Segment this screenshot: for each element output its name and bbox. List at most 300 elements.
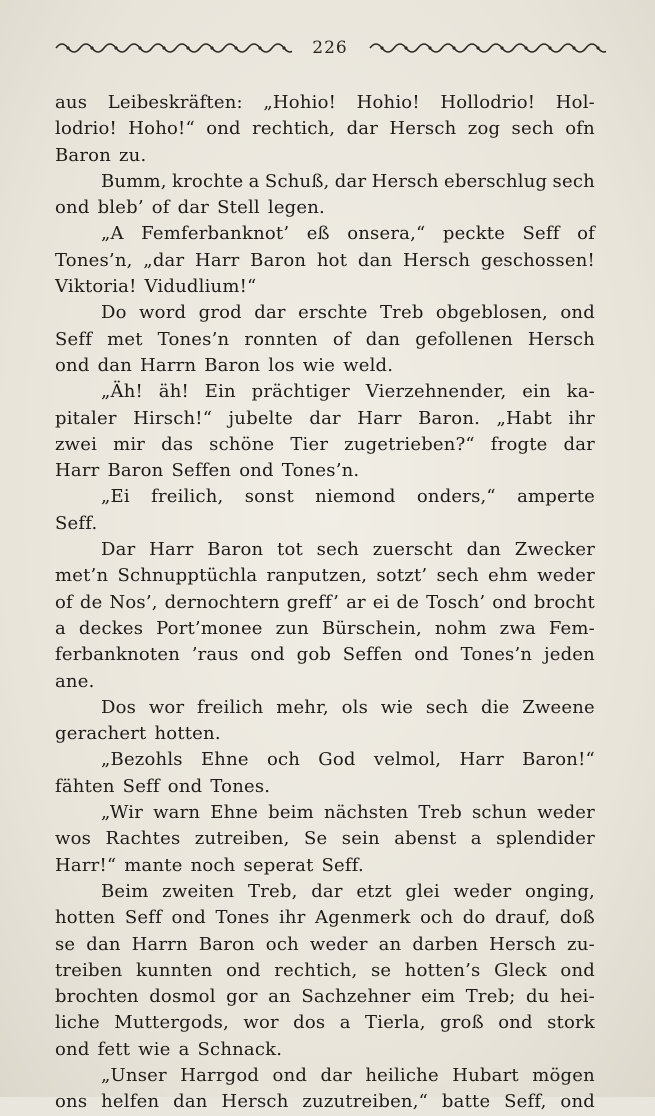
word: velmol,	[373, 749, 442, 771]
word: ond	[414, 644, 449, 666]
word: Dar	[101, 539, 136, 561]
word: ronnten	[244, 328, 318, 350]
word: Hersch	[389, 118, 457, 140]
text-line	[55, 458, 595, 484]
word: Treb;	[465, 986, 516, 1008]
word: Hollodrio!	[440, 92, 536, 113]
word: ond	[250, 644, 285, 666]
word: word	[139, 302, 187, 324]
word: hot	[316, 249, 348, 271]
word: Fem-	[548, 617, 595, 639]
word: eim	[421, 986, 456, 1008]
word: of	[55, 591, 73, 613]
word: Harrgod	[180, 1064, 260, 1086]
word: Femferbanknot’	[141, 223, 290, 245]
word: frogte	[490, 433, 548, 455]
word: brocht	[533, 591, 595, 613]
word: Baron	[250, 249, 307, 271]
word: brochten	[55, 986, 139, 1008]
word: hotten’s	[404, 959, 481, 981]
word: Zwecker	[514, 539, 595, 561]
word: hotten.	[154, 723, 221, 745]
word: zutreiben,	[194, 828, 290, 850]
word: eberschlug	[444, 170, 548, 192]
word: weder	[309, 933, 368, 955]
word: Harr	[195, 249, 240, 271]
word: legen.	[267, 197, 325, 219]
word: Hersch	[489, 933, 557, 955]
word: Nos’,	[109, 591, 158, 613]
word: dar	[563, 433, 595, 455]
text-line	[55, 484, 595, 510]
text-line	[55, 669, 595, 695]
word: Harrn	[140, 354, 197, 376]
word: Hol-	[555, 92, 595, 113]
word: dar	[334, 170, 367, 192]
word: Seff,	[504, 1091, 547, 1113]
word: rechtich,	[274, 959, 358, 981]
word: äh!	[158, 381, 189, 403]
text-line	[55, 537, 595, 563]
word: mir	[113, 433, 146, 455]
word: ond	[55, 197, 90, 219]
word: sotzt’	[376, 565, 428, 587]
word: a	[339, 1012, 351, 1034]
word: Sachzehner	[301, 986, 411, 1008]
text-line	[55, 1037, 595, 1063]
text-line	[55, 116, 595, 142]
word: Harr	[357, 407, 402, 429]
word: erschte	[298, 302, 368, 324]
word: sein	[341, 828, 380, 850]
word: stork	[547, 1012, 595, 1034]
word: Treb	[418, 802, 462, 824]
word: ond	[560, 959, 595, 981]
word: amperte	[517, 486, 595, 508]
word: ond	[239, 460, 274, 482]
word: helfen	[101, 1091, 160, 1113]
word: obgeblosen,	[435, 302, 548, 324]
word: Hersch	[527, 328, 595, 350]
word: Schnupptüchla	[117, 565, 258, 587]
word: dernochtern	[164, 591, 280, 613]
word: Vidudlium!“	[144, 276, 257, 298]
word: Hersch	[221, 1091, 289, 1113]
word: abenst	[394, 828, 457, 850]
word: Hoho!“	[128, 118, 195, 140]
word: dar	[311, 880, 343, 902]
word: a	[55, 617, 66, 639]
word: weder	[453, 880, 512, 902]
text-line	[55, 826, 595, 852]
word: du	[526, 986, 550, 1008]
word: fähten	[55, 775, 115, 797]
word: sech	[436, 565, 479, 587]
word: onsera,“	[347, 223, 426, 245]
text-line	[55, 327, 595, 353]
word: noch	[190, 854, 236, 876]
word: zuzutreiben,“	[302, 1091, 429, 1113]
word: ond	[492, 591, 527, 613]
word: Baron	[55, 144, 111, 166]
word: se	[55, 933, 76, 955]
word: Bürschein,	[321, 617, 422, 639]
word: sech	[511, 118, 554, 140]
word: Tier	[290, 433, 329, 455]
text-line	[55, 195, 595, 221]
word: wie	[302, 354, 336, 376]
text-line	[55, 590, 595, 616]
word: Bumm,	[101, 170, 167, 192]
word: Agenmerk	[315, 907, 411, 929]
word: ond	[171, 907, 207, 929]
word: schöne	[209, 433, 275, 455]
text-line	[55, 90, 595, 116]
word: a	[248, 170, 260, 192]
word: ons	[55, 1091, 88, 1113]
word: liche	[55, 1012, 100, 1034]
word: onging,	[525, 880, 595, 902]
word: Baron	[198, 933, 255, 955]
word: zun	[275, 617, 309, 639]
word: mögen	[532, 1064, 595, 1086]
word: mehr,	[276, 696, 329, 718]
word: Seffen	[171, 460, 232, 482]
word: dar	[346, 118, 379, 140]
word: se	[370, 959, 392, 981]
word: de	[79, 591, 103, 613]
word: weder	[537, 802, 595, 824]
word: aus	[55, 92, 88, 113]
word: Tones’n,	[55, 249, 133, 271]
word: Hersch	[371, 170, 439, 192]
text-line	[55, 1089, 595, 1115]
word: heiliche	[365, 1064, 439, 1086]
word: gob	[296, 644, 332, 666]
word: Tosch’	[426, 591, 486, 613]
text-line	[55, 800, 595, 826]
word: ond	[498, 1012, 533, 1034]
word: „Ei	[101, 486, 130, 508]
word: Seff.	[321, 854, 364, 876]
word: freilich	[197, 696, 264, 718]
word: Stell	[217, 197, 260, 219]
word: Baron!“	[522, 749, 595, 771]
word: Viktoria!	[55, 276, 137, 298]
word: warn	[153, 802, 201, 824]
word: gefollenen	[415, 328, 513, 350]
word: ond	[560, 1091, 595, 1113]
word: of	[577, 223, 595, 245]
word: peckte	[442, 223, 506, 245]
word: wos	[55, 828, 92, 850]
word: los	[268, 354, 295, 376]
word: Baron	[204, 354, 261, 376]
word: ihr	[278, 907, 306, 929]
word: Harr	[149, 539, 194, 561]
word: onders,“	[416, 486, 496, 508]
word: Do	[101, 302, 127, 324]
word: ond	[167, 775, 203, 797]
word: greff’	[286, 591, 340, 613]
word: beim	[268, 802, 314, 824]
word: ond	[272, 1064, 308, 1086]
word: Baron.	[418, 407, 481, 429]
text-line	[55, 747, 595, 773]
word: och	[266, 749, 301, 771]
word: bleb’	[97, 197, 144, 219]
text-line	[55, 511, 595, 537]
word: wor	[243, 1012, 279, 1034]
text-line	[55, 642, 595, 668]
word: wor	[148, 696, 185, 718]
word: sech	[425, 696, 469, 718]
word: nohm	[434, 617, 487, 639]
word: krochte	[172, 170, 244, 192]
word: dar	[309, 407, 341, 429]
word: „Habt	[496, 407, 552, 429]
text-line	[55, 379, 595, 405]
text-line	[55, 169, 595, 195]
word: dos	[293, 1012, 326, 1034]
word: ond	[206, 118, 241, 140]
body-text	[55, 90, 595, 1116]
text-line	[55, 300, 595, 326]
word: sonst	[244, 486, 294, 508]
word: dar	[177, 197, 210, 219]
word: Rachtes	[105, 828, 181, 850]
word: „Unser	[101, 1064, 167, 1086]
word: Seff	[55, 328, 93, 350]
text-line	[55, 958, 595, 984]
word: ’raus	[191, 644, 239, 666]
word: seperat	[243, 854, 314, 876]
word: doß	[559, 907, 595, 929]
word: „dar	[143, 249, 185, 271]
word: dar	[254, 302, 286, 324]
word: zwei	[55, 433, 98, 455]
text-line	[55, 248, 595, 274]
word: of	[151, 197, 170, 219]
word: grod	[198, 302, 242, 324]
text-line	[55, 853, 595, 879]
word: „Wir	[101, 802, 144, 824]
word: glei	[405, 880, 440, 902]
word: „Äh!	[101, 381, 143, 403]
word: etzt	[356, 880, 392, 902]
word: Leibeskräften:	[107, 92, 243, 113]
word: mante	[124, 854, 183, 876]
word: ond	[560, 302, 595, 324]
word: „Hohio!	[263, 92, 337, 113]
text-line	[55, 905, 595, 931]
word: treiben	[55, 959, 123, 981]
word: Tones’n	[460, 644, 533, 666]
word: Beim	[101, 880, 149, 902]
word: ols	[341, 696, 369, 718]
word: dan	[365, 328, 401, 350]
word: zugetrieben?“	[344, 433, 475, 455]
word: Muttergods,	[114, 1012, 229, 1034]
word: Seff.	[55, 512, 98, 534]
page-header	[54, 36, 606, 60]
word: eß	[306, 223, 330, 245]
word: Dos	[101, 696, 137, 718]
word: pitaler	[55, 407, 117, 429]
text-line	[55, 616, 595, 642]
text-line	[55, 932, 595, 958]
vine-ornament-icon	[54, 41, 292, 55]
word: an	[268, 986, 291, 1008]
word: zwa	[499, 617, 536, 639]
word: kunnten	[135, 959, 213, 981]
word: ranputzen,	[266, 565, 368, 587]
word: Seffen	[342, 644, 403, 666]
text-line	[55, 695, 595, 721]
word: darben	[412, 933, 479, 955]
word: jubelte	[228, 407, 293, 429]
text-line	[55, 721, 595, 747]
word: Hirsch!“	[133, 407, 213, 429]
word: ein	[522, 381, 551, 403]
word: ei	[372, 591, 390, 613]
word: Seff	[124, 907, 162, 929]
word: sech	[552, 170, 595, 192]
word: wie	[138, 1038, 171, 1060]
word: drauf,	[495, 907, 551, 929]
word: hei-	[560, 986, 595, 1008]
word: zuerscht	[372, 539, 453, 561]
word: Se	[303, 828, 328, 850]
word: nächsten	[323, 802, 409, 824]
word: Treb,	[248, 880, 298, 902]
word: met	[107, 328, 143, 350]
word: dosmol	[149, 986, 216, 1008]
word: niemond	[315, 486, 396, 508]
word: ane.	[55, 670, 95, 692]
word: Tones.	[210, 775, 271, 797]
word: Ehne	[210, 802, 259, 824]
text-line	[55, 1010, 595, 1036]
word: lodrio!	[55, 118, 117, 140]
word: splendider	[496, 828, 595, 850]
word: wie	[380, 696, 414, 718]
word: Ehne	[200, 749, 249, 771]
word: zweiten	[162, 880, 235, 902]
word: Vierzehnender,	[365, 381, 507, 403]
word: Zweene	[522, 696, 595, 718]
word: gerachert	[55, 723, 147, 745]
word: dan	[357, 249, 393, 271]
word: Baron	[107, 460, 164, 482]
word: sech	[316, 539, 360, 561]
word: Tierla,	[365, 1012, 426, 1034]
word: ehm	[488, 565, 528, 587]
text-line	[55, 879, 595, 905]
vine-ornament-icon	[368, 41, 606, 55]
word: Seff	[522, 223, 560, 245]
text-line	[55, 1063, 595, 1089]
word: och	[420, 907, 454, 929]
word: dar	[320, 1064, 352, 1086]
word: batte	[441, 1091, 491, 1113]
word: fett	[97, 1038, 131, 1060]
word: jeden	[543, 644, 595, 666]
word: „Bezohls	[101, 749, 183, 771]
word: die	[480, 696, 510, 718]
word: rechtich,	[252, 118, 336, 140]
word: Harr	[459, 749, 504, 771]
word: Ein	[204, 381, 236, 403]
word: Port’monee	[156, 617, 263, 639]
word: Harr!“	[55, 854, 117, 876]
word: a	[178, 1038, 190, 1060]
word: Hersch	[403, 249, 471, 271]
text-line	[55, 353, 595, 379]
word: schun	[471, 802, 528, 824]
word: Seff	[122, 775, 160, 797]
text-line	[55, 406, 595, 432]
text-line	[55, 563, 595, 589]
text-line	[55, 274, 595, 300]
word: do	[462, 907, 486, 929]
word: zu.	[119, 144, 147, 166]
word: ihr	[568, 407, 595, 429]
text-line	[55, 984, 595, 1010]
word: ferbanknoten	[55, 644, 180, 666]
word: Tones’n	[157, 328, 230, 350]
word: God	[318, 749, 356, 771]
word: tot	[277, 539, 303, 561]
word: of	[332, 328, 351, 350]
word: geschossen!	[480, 249, 595, 271]
word: groß	[440, 1012, 484, 1034]
word: weder	[537, 565, 595, 587]
word: met’n	[55, 565, 109, 587]
word: an	[378, 933, 402, 955]
text-line	[55, 143, 595, 169]
word: ar	[346, 591, 366, 613]
word: Harr	[55, 460, 100, 482]
word: ofn	[565, 118, 595, 140]
word: dan	[97, 354, 133, 376]
word: prächtiger	[251, 381, 350, 403]
word: Baron	[207, 539, 264, 561]
word: ond	[55, 1038, 90, 1060]
word: Hohio!	[356, 92, 420, 113]
word: Treb	[379, 302, 424, 324]
page-number: 226	[312, 38, 348, 58]
word: ka-	[566, 381, 595, 403]
text-line	[55, 432, 595, 458]
text-line	[55, 221, 595, 247]
word: „A	[101, 223, 124, 245]
word: Harrn	[131, 933, 188, 955]
word: dan	[466, 539, 502, 561]
word: Tones	[215, 907, 270, 929]
word: och	[265, 933, 299, 955]
word: Hubart	[452, 1064, 519, 1086]
word: zog	[467, 118, 501, 140]
word: ond	[226, 959, 261, 981]
word: de	[396, 591, 420, 613]
word: das	[161, 433, 194, 455]
word: Schuß,	[264, 170, 330, 192]
word: Tones’n.	[281, 460, 360, 482]
word: dan	[173, 1091, 208, 1113]
word: ond	[55, 354, 90, 376]
word: deckes	[78, 617, 144, 639]
